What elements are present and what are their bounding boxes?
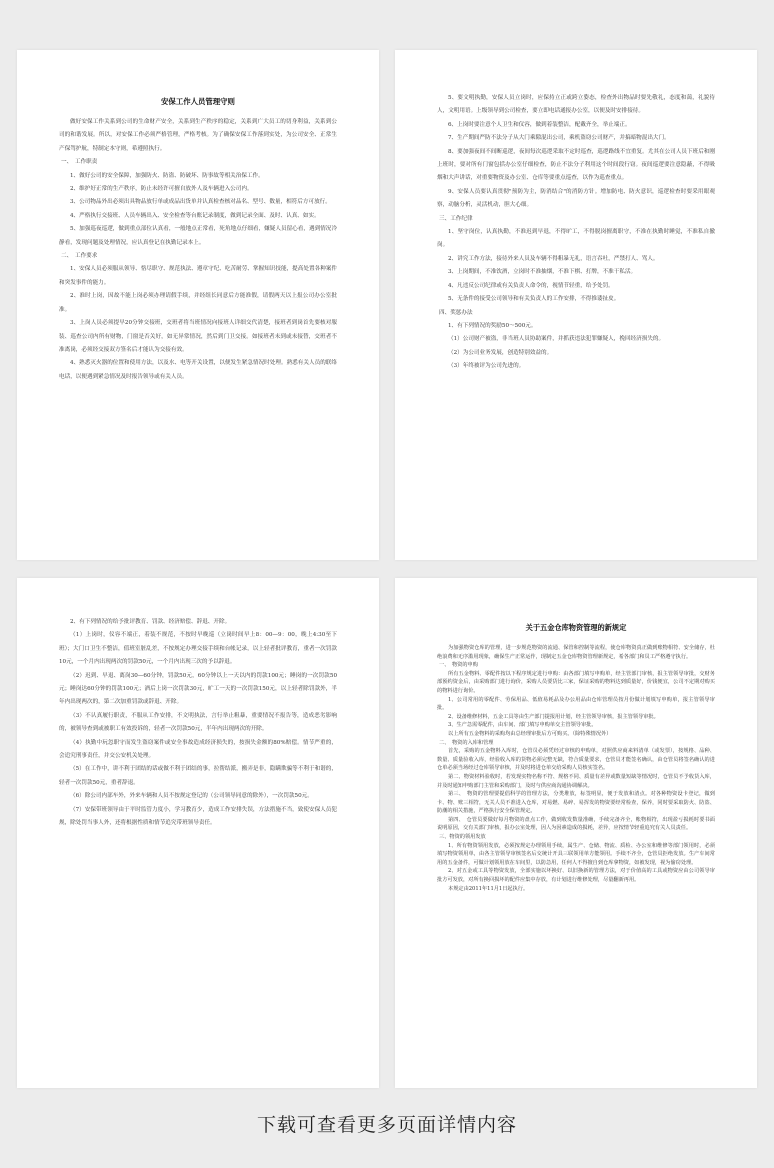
download-caption: 下载可查看更多页面详情内容 [256, 1114, 517, 1136]
paragraph: 5、无条件的接受公司领导和有关负责人的工作安排，不得推诿扯皮。 [448, 296, 620, 303]
document-page-4 [395, 578, 757, 1088]
paragraph: 1、坚守岗位，认真执勤，不准迟到早退，不得旷工，不得脱岗擅离职守，不准在执勤时睡觉，不准私自撤岗。 [437, 229, 715, 249]
paragraph: 本规定由2011年11月1日起执行。 [448, 885, 529, 892]
paragraph: 5、要文明执勤，安保人员立岗时，应保持立正或跨立姿态，检查外出物品时要先敬礼，态度和蔼，礼貌待人，文明用语。上级领导到公司检查，要立即电话通报办公室，以便及时安排接待。 [437, 95, 715, 115]
page-3-body [59, 616, 337, 831]
paragraph: 5、加强巡夜巡逻，做到重点部位认真看，一般地点正常看，死角地点仔细看，嫌疑人员留心看，遇到情况冷静看，发现问题及处理情况，应认真登记在执勤记录本上。 [59, 226, 337, 246]
paragraph: 三、工作纪律 [439, 215, 473, 222]
paragraph: 2、讲究工作方法，接待外来人员及车辆不得粗暴无礼，语言吞吐，严禁打人、骂人。 [448, 255, 659, 262]
paragraph: 第三、 物资的管理要提倡科学的管理方法，分类堆放，标签明显，便于发放和清点。对各种物资设卡登记，做到卡、物、账三相符，无关人员不准进入仓库，对易燃、易碎、易挥发的物资要经常检查，保养，同时要采取防火、防盗、防潮的相关措施，严格执行安全保管规定。 [437, 791, 715, 815]
document-page-3 [17, 578, 379, 1088]
paragraph: 一、 工作职责 [61, 159, 98, 166]
page-4-title: 关于五金仓库物资管理的新规定 [525, 623, 627, 632]
paragraph: （1）上岗时，仪容不端正，着装不规范，不按时早晚巡（立岗时间早上8：00—9：00，晚上4:30至下班）；大门口卫生不整洁，值班室脏乱差，不按规定办理交接手续和台帐记录，以上轻者批评教育，重者一次罚款10元，一个月内出现两次的罚款50元，一个月内出现三次的予以辞退。 [59, 632, 337, 666]
paragraph: 3、上岗人员必须提早20分钟交接班，交班者将当班情况向接班人详细交代清楚，接班者到岗首先要核对服装、巡查公司内所有财物，门窗是否关好，如无异常情况，然后到门卫交接。如接班者未到或未接替，交班者不准离岗，必须经交接双方签名后才能认为交接有效。 [59, 320, 337, 353]
paragraph: （3）不认真履行职责，不服从工作安排，不文明执法，言行举止粗暴，重要情况不报告等，造成恶劣影响的，被领导查到或被职工有效投诉的，轻者一次罚款50元，半年内出现两次的开除。 [59, 712, 337, 733]
paragraph: 1、做好公司的安全保障，加强防火、防盗、防破坏、防事故等相关治保工作。 [70, 172, 264, 179]
paragraph: （1）公司财产被盗，非当班人员协助案件，并抓获违法犯罪嫌疑人，挽回经济损失的。 [448, 336, 665, 343]
page-1-content [59, 90, 337, 384]
page-1-body [59, 116, 337, 384]
paragraph: 1、公司常用的零配件、劳保用品、低值易耗品及办公用品由仓库管理员按月份做计划填写申购单，报主管领导审批。 [437, 696, 715, 712]
paragraph: 第二、物资材料验收时，若发现实物名称不符、规格不同、质量有差异或数量短缺等情况时，仓管员不予收货入库，并及时通知申购部门主管和采购部门，及时与供应商沟通协调解决。 [437, 773, 715, 789]
paragraph: 第四、 仓管员要做好每月物资的盘点工作，做到收发数量准确，手续完备齐全，帐物相符，出现盈亏损耗时要书面说明原因，交有关部门审核，报办公室处理，因人为因素造成的损耗，差异，应按情节轻重追究有关人员责任。 [437, 816, 715, 832]
paragraph: 1、有下列情况的奖励50～500元。 [448, 322, 537, 329]
page-2-content [437, 92, 715, 374]
paragraph: 7、生产期间严防不法分子从大门乘隙混出公司，乘机盗窃公司财产，并搞暗物混出大门。 [448, 135, 670, 142]
paragraph: 1、所有物资领用发放，必须按规定办理领用手续，属生产、仓储、物流、质检、办公室和维修等部门领用时，必须填写物资领用单，由各主管领导审核签名后交统计开具三联领用单方能领用。手续不齐全，仓管员拒绝发放。生产车间常用的五金备件，可做计划领用放在车间里，以防急用，任何人不得擅自到仓库拿物资，如被发现，视为偷窃处理。 [437, 842, 715, 866]
paragraph: 6、上岗时要注意个人卫生和仪容，做到着装整洁，配戴齐全，举止端正。 [448, 121, 631, 128]
paragraph: 2、准时上岗，因故不能上岗必须办理请假手续，并经组长同意后方能准假，请假两天以上报公司办公室批准。 [59, 293, 337, 313]
paragraph: 3、上岗期间，不准饮酒，立岗时不准抽烟，不准下棋、打牌，不准干私活。 [448, 269, 637, 276]
page-4-body [437, 644, 715, 893]
page-2-body [437, 92, 715, 374]
page-3-content [59, 616, 337, 831]
paragraph: （5）在工作中，讲不利于团结的话或做不利于团结的事，拉帮结派，搬弄是非，隐瞒欺骗等不利于和谐的，轻者一次罚款50元，重者辞退。 [59, 766, 337, 786]
paragraph: （3）年终被评为公司先进的。 [448, 363, 525, 370]
paragraph: 2、对五金或工具等物资发放，全部实施以坏换好、以旧换新的管理方法，对于价值高的工具或物资应由公司领导审批方可发放，对所有换回损坏的配件应集中存放，有计划进行维修处理，尽量翻新再用。 [437, 868, 715, 884]
paragraph: 1、安保人员必须服从领导、恪尽职守、规范执法、遵章守纪、吃苦耐劳、掌握知识技能，提高处置各种案件和突发事件的能力。 [59, 266, 337, 286]
paragraph: （6）除公司内部车外，外来车辆和人员不按规定登记的（公司领导同意的除外），一次罚款50元。 [70, 793, 313, 800]
paragraph: 8、要加强夜间不间断巡逻，夜间每次巡逻采取不定时巡查，巡逻路线不宜重复。尤其在公司人员下班后和刚上班时，要对所有门窗包括办公室仔细检查，防止不法分子利用这个时间段行窃。夜间巡逻要注意隐蔽，不得吸烟和大声讲话，对重要物资及办公室、仓库等要重点巡查，以作为巡查重点。 [437, 148, 715, 182]
paragraph: 做好安保工作关系到公司的生命财产安全，关系到生产秩序的稳定，关系到广大员工的切身利益，关系到公司的和谐发展。所以，对安保工作必须严格管理，严格考核。为了确保安保工作落到实处，为公司安全、正常生产保驾护航，特制定本守则，希遵照执行。 [59, 119, 337, 152]
paragraph: （4）执勤中玩忽职守而发生盗窃案件或安全事故造成经济损失的，按损失金额的80%赔偿。情节严重的，会追究刑事责任，并交公安机关处理。 [59, 739, 337, 760]
paragraph: 一、 物资的申购 [439, 662, 478, 669]
paragraph: 二、 工作要求 [61, 253, 98, 260]
document-page-1 [17, 50, 379, 560]
paragraph: 4、熟悉灭火器的位置和使用方法，以及水、电等开关设置，以便发生紧急情况时处理。熟悉有关人员的联络电话，以便遇到紧急情况及时报告领导或有关人员。 [59, 360, 337, 380]
page-1-title: 安保工作人员管理守则 [161, 97, 235, 106]
paragraph: 2、有下列情况的给予批评教育、罚款、经济赔偿、辞退、开除。 [70, 619, 231, 625]
paragraph: 所有五金物料、零配件按以下程序规定进行申购：由各部门填写申购单，经主管部门审核，报主管领导审批，交财务部预约资金后，由采购部门进行询价，采购人员要货比三家，保证采购的物料达到质量好，价钱便宜，公司不定期对购买的物料进行询价。 [437, 670, 715, 694]
page-4-content [437, 622, 715, 893]
paragraph: （7）安保带班领导由于平时监管力度小，学习教育少，造成工作安排失误，方法措施不当，致使安保人员犯规，除处罚当事人外，还将根据性质和情节追究带班领导责任。 [59, 806, 337, 827]
paragraph: 以上所有五金物料的采购均由总经理审批后方可购买。（除特殊情况外） [448, 730, 612, 737]
paragraph: 三、物资的领用发放 [439, 834, 486, 841]
paragraph: 9、安保人员要认真贯彻"预防为主，防消结合"的消防方针。增加防电、防火意识，巡逻检查时要采用眼观察，动脑分析，灵活机动，胆大心细。 [437, 188, 715, 209]
paragraph: 二、 物资的入库和管理 [439, 739, 494, 746]
paragraph: 2、维护好正常的生产秩序，防止未经许可擅自放外人及车辆进入公司内。 [70, 186, 253, 193]
paragraph: （2）为公司业务发展，创造特别效益的。 [448, 349, 553, 356]
paragraph: 4、凡违反公司纪律或有关负责人命令的，视情节轻重，给予处罚。 [448, 282, 614, 289]
paragraph: 2、设备维修材料，五金工具等由生产部门提报用计划，经主管领导审核，报主管领导审批。 [448, 713, 659, 720]
paragraph: （2）迟到、早退、离岗30—60分钟，罚款50元，60分钟以上一天以内的罚款100元；睡岗的一次罚款50元；睡岗达60分钟的罚款100元；酒后上岗一次罚款30元，旷工一天的一次罚款150元，以上轻者除罚款外，半年内出现两次的，第二次加重罚款或辞退、开除。 [59, 672, 337, 706]
paragraph: 3、公司物品外出必须出具物品放行单或成品出货单并认真检查核对品名、型号、数量，相符后方可放行。 [70, 199, 331, 206]
paragraph: 四、奖惩办法 [439, 309, 473, 316]
paragraph: 首先，采购的五金物料入库时，仓管员必须凭经过审核的申购单，对照供应商来料清单（或发票），按规格、品种、数量、质量验收入库，经验收入库的货物必须完整无缺，符合质量要求，仓管员才能签名确认，由仓管员将签名确认的进仓单必须当场经过仓库领导审核，并及时将进仓单交给采购人员核实签名。 [437, 748, 715, 772]
paragraph: 为加强物资仓库的管理，进一步规范物资的流通、保管和控制等流程，使仓库物资真正做到账物相符、安全储存，杜绝浪费和无序滥用现象，确保生产正常运作，现制定五金仓库物资管理新规定，希各部门和员工严格遵守执行。 [437, 645, 715, 660]
paragraph: 3、生产急需零配件，由车间、部门填写申购单交主管领导审批。 [448, 722, 597, 729]
document-page-2 [395, 50, 757, 560]
paragraph: 4、严格执行交接班、人员车辆出入、安全检查等台账记录制度，做到记录全面、及时、认真、如实。 [70, 212, 320, 219]
